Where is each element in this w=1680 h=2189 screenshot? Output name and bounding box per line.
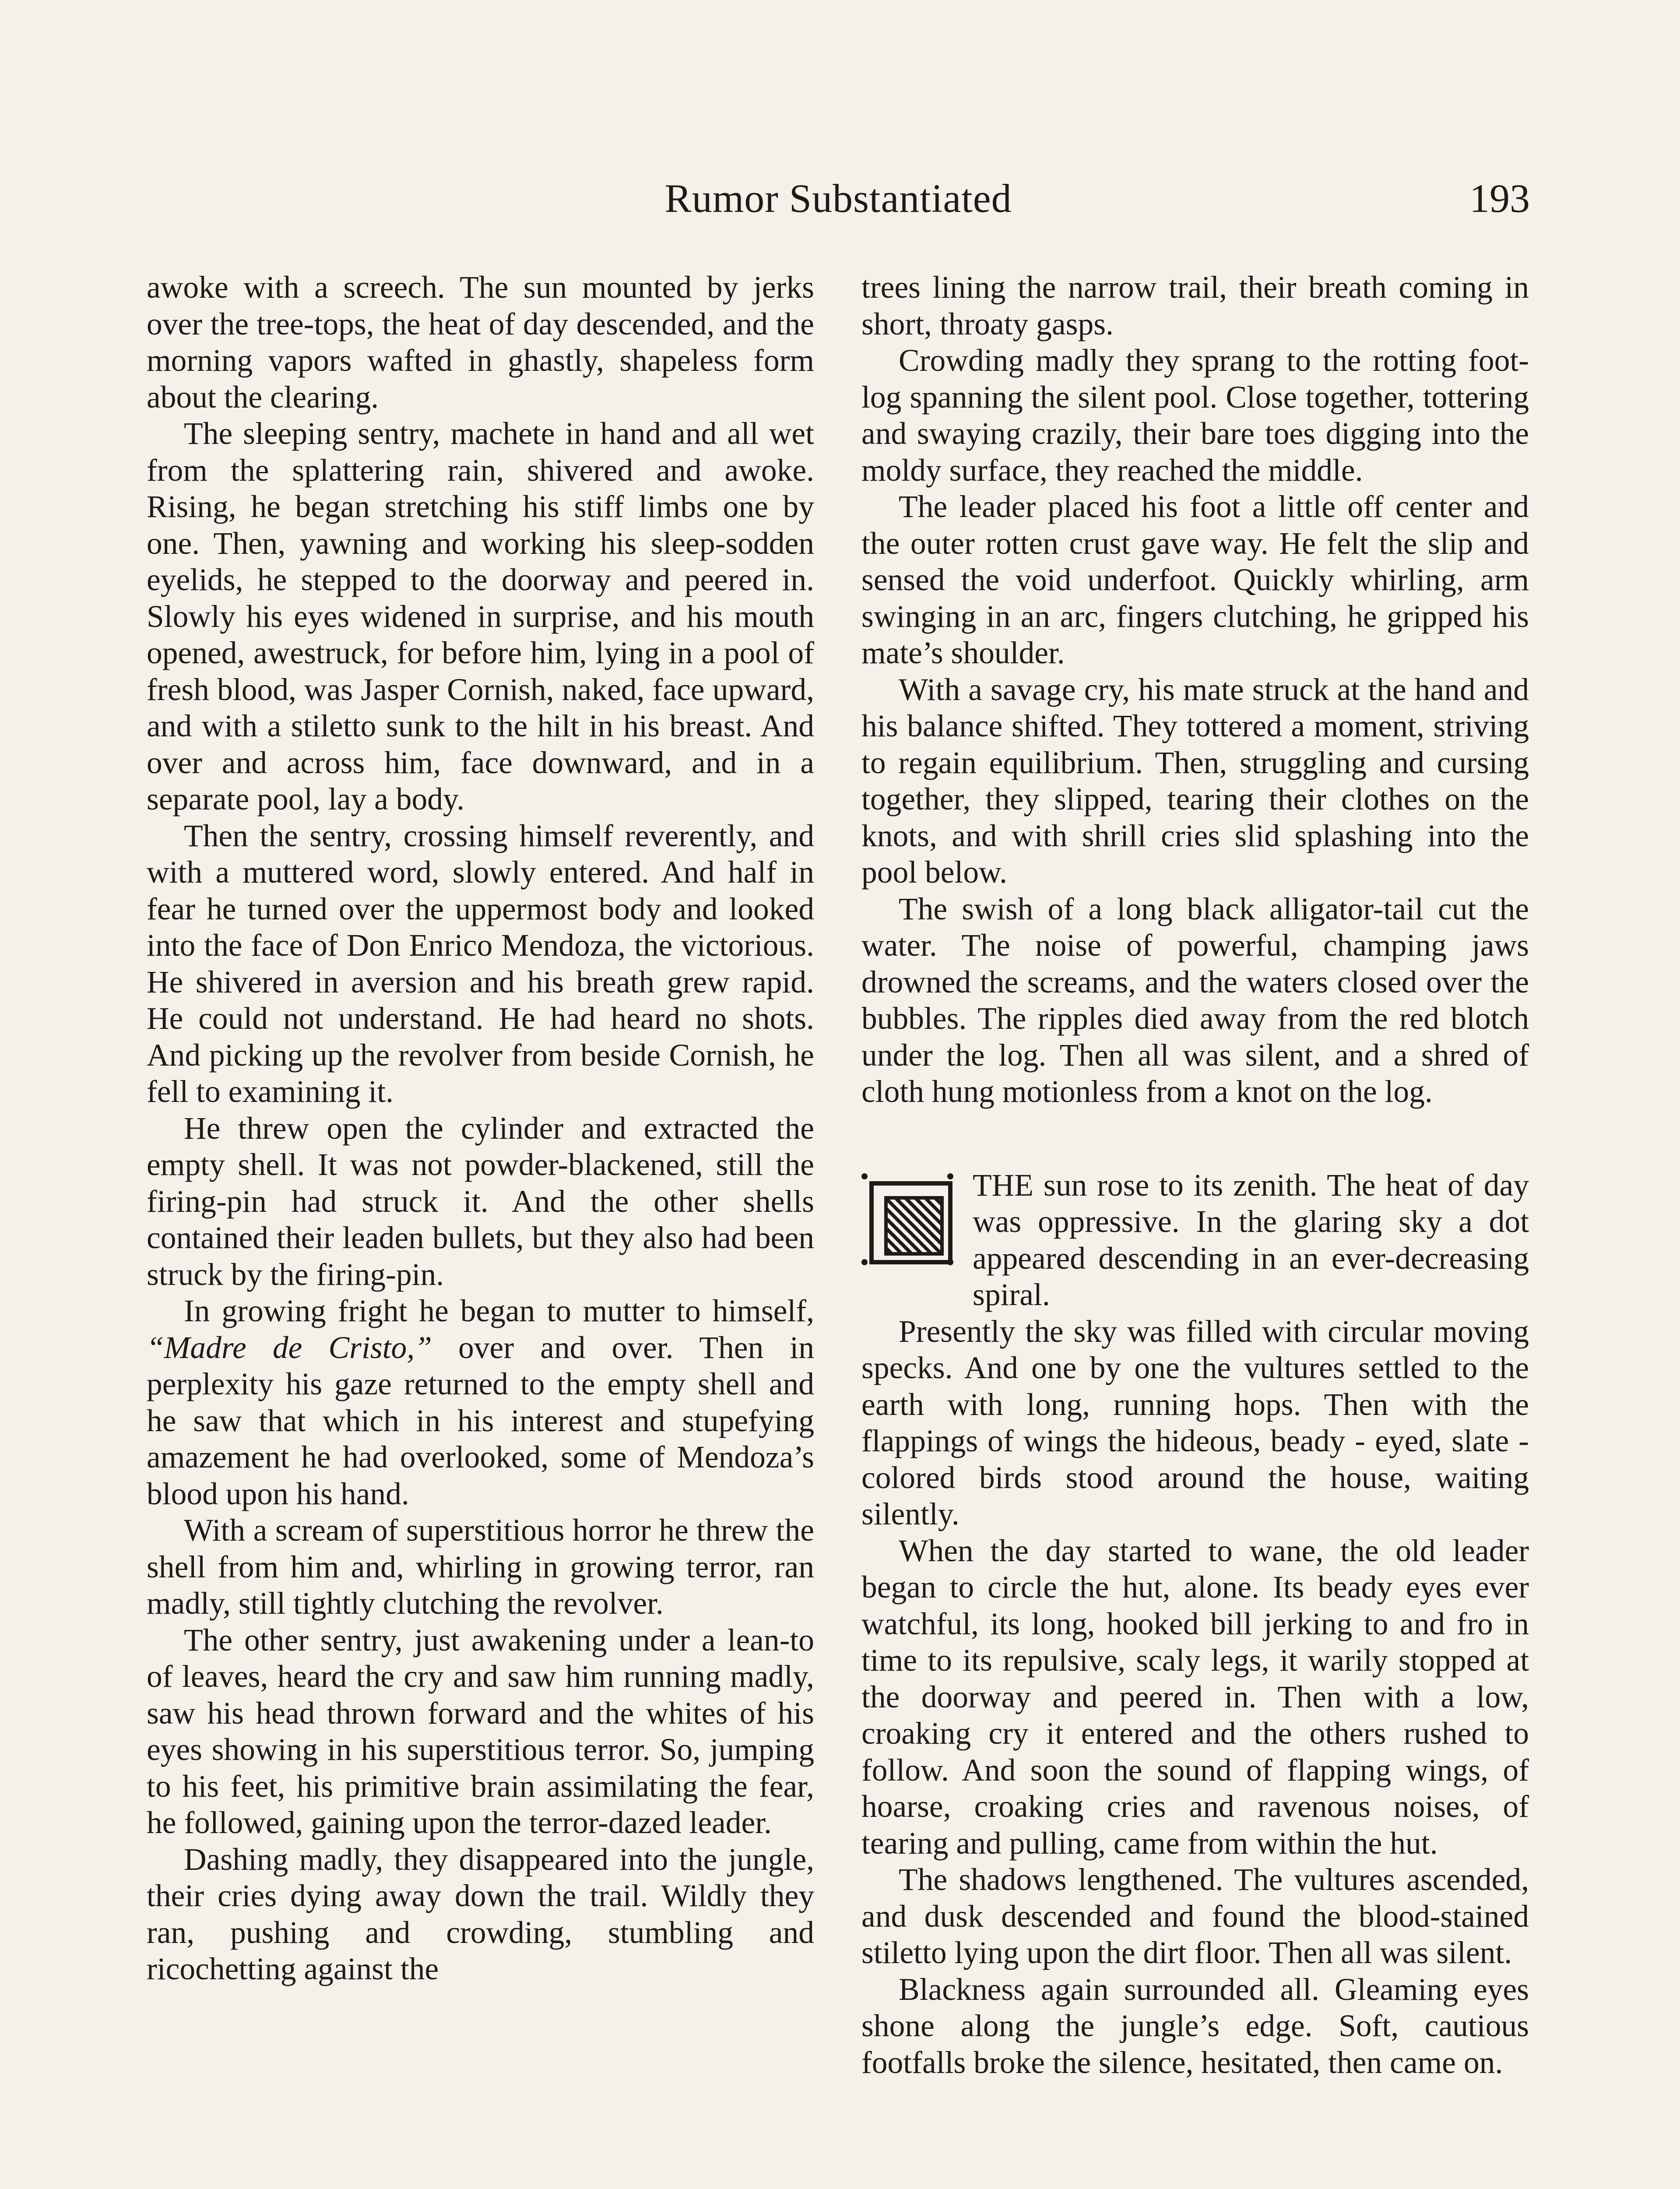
ornament-dot <box>947 1173 953 1179</box>
running-title: Rumor Substantiated <box>664 176 1012 221</box>
paragraph-fright <box>147 1293 814 1512</box>
right-column <box>861 269 1529 2081</box>
text-run: over and over. Then in perplexity his gaze returned to the empty shell and he saw that which in his interest and stupefying amazement he had overlooked, some of Mendoza’s blood upon his hand. <box>147 1330 814 1511</box>
page-header <box>147 175 1530 236</box>
section-two <box>861 1167 1529 2081</box>
italic-phrase: “Madre de Cristo,” <box>147 1330 432 1365</box>
paragraph: The sleeping sentry, machete in hand and all wet from the splattering rain, shivered and awoke. Rising, he began stretching his stiff limbs one by one. Then, yawning and working his sleep-sodden eyelids, he stepped to the doorway and peered in. Slowly his eyes widened in surprise, and his mouth opened, awestruck, for before him, lying in a pool of fresh blood, was Jasper Cornish, naked, face upward, and with a stiletto sunk to the hilt in his breast. And over and across him, face downward, and in a separate pool, lay a body. <box>147 416 814 816</box>
ornament-center <box>884 1196 944 1256</box>
paragraph: Blackness again surrounded all. Gleaming eyes shone along the jungle’s edge. Soft, cautious footfalls broke the silence, hesitated, then came on. <box>861 1972 1529 2080</box>
paragraph: Then the sentry, crossing himself reverently, and with a muttered word, slowly entered. And half in fear he turned over the uppermost body and looked into the face of Don Enrico Mendoza, the victorious. He shivered in aversion and his breath grew rapid. He could not understand. He had heard no shots. And picking up the revolver from beside Cornish, he fell to examining it. <box>147 818 814 1109</box>
ornament-dot <box>861 1259 868 1265</box>
paragraph: When the day started to wane, the old leader began to circle the hut, alone. Its beady eyes ever watchful, its long, hooked bill jerking to and fro in time to its repulsive, scaly legs, it warily stopped at the doorway and peered in. Then with a low, croaking cry it entered and the others rushed to follow. And soon the sound of flapping wings, of hoarse, croaking cries and ravenous noises, of tearing and pulling, came from within the hut. <box>861 1533 1529 1861</box>
paragraph: The shadows lengthened. The vultures ascended, and dusk descended and found the blood-stained stiletto lying upon the dirt floor. Then all was silent. <box>861 1862 1529 1970</box>
paragraph: trees lining the narrow trail, their breath coming in short, throaty gasps. <box>861 270 1529 341</box>
left-column <box>147 269 814 1988</box>
paragraph: With a savage cry, his mate struck at the hand and his balance shifted. They tottered a moment, striving to regain equilibrium. Then, struggling and cursing together, they slipped, tearing their clothes on the knots, and with shrill cries slid splashing into the pool below. <box>861 672 1529 890</box>
ornament-icon <box>861 1173 962 1278</box>
page-number: 193 <box>1469 176 1530 221</box>
paragraph: He threw open the cylinder and extracted the empty shell. It was not powder-blackened, still the firing-pin had struck it. And the other shells contained their leaden bullets, but they also had been struck by the firing-pin. <box>147 1111 814 1292</box>
paragraph: With a scream of superstitious horror he threw the shell from him and, whirling in growing terror, ran madly, still tightly clutching the revolver. <box>147 1513 814 1621</box>
paragraph: Presently the sky was filled with circular moving specks. And one by one the vultures settled to the earth with long, running hops. Then with the flappings of wings the hideous, beady - eyed, slate - colored birds stood around the house, waiting silently. <box>861 1314 1529 1531</box>
ornament-dot <box>861 1173 868 1179</box>
paragraph: Crowding madly they sprang to the rotting foot-log spanning the silent pool. Close together, tottering and swaying crazily, their bare toes digging into the moldy surface, they reached the middle. <box>861 343 1529 488</box>
paragraph: The swish of a long black alligator-tail cut the water. The noise of powerful, champing jaws drowned the screams, and the waters closed over the bubbles. The ripples died away from the red blotch under the log. Then all was silent, and a shred of cloth hung motionless from a knot on the log. <box>861 891 1529 1109</box>
paragraph: The leader placed his foot a little off center and the outer rotten crust gave way. He felt the slip and sensed the void underfoot. Quickly whirling, arm swinging in an arc, fingers clutching, he gripped his mate’s shoulder. <box>861 489 1529 670</box>
paragraph: The other sentry, just awakening under a lean-to of leaves, heard the cry and saw him running madly, saw his head thrown forward and the whites of his eyes showing in his superstitious terror. So, jumping to his feet, his primitive brain assimilating the fear, he followed, gaining upon the terror-dazed leader. <box>147 1622 814 1840</box>
section-opening: THE sun rose to its zenith. The heat of day was oppressive. In the glaring sky a dot appeared descending in an ever-decreasing spiral. <box>973 1168 1529 1312</box>
paragraph: Dashing madly, they disappeared into the jungle, their cries dying away down the trail. Wildly they ran, pushing and crowding, stumbling and ricochetting against the <box>147 1842 814 1986</box>
paragraph: awoke with a screech. The sun mounted by jerks over the tree-tops, the heat of day descended, and the morning vapors wafted in ghastly, shapeless form about the clearing. <box>147 270 814 415</box>
text-run: In growing fright he began to mutter to himself, <box>184 1294 814 1328</box>
ornament-dot <box>947 1259 953 1265</box>
